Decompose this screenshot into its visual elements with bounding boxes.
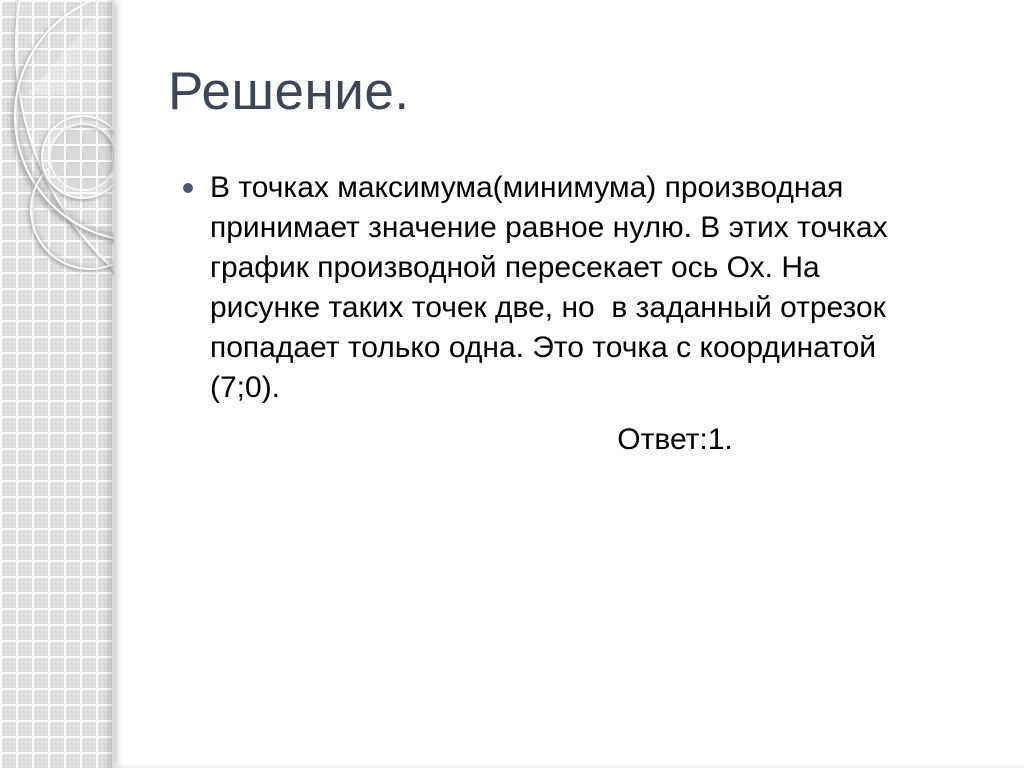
bullet-line: график производной пересекает ось Ох. На	[210, 251, 820, 284]
bullet-line: принимает значение равное нулю. В этих точках	[210, 211, 888, 244]
bullet-line: В точках максимума(минимума) производная	[210, 171, 844, 204]
bullet-icon	[183, 183, 193, 193]
bottom-edge-shade	[114, 764, 1024, 768]
slide-title: Решение.	[168, 62, 410, 121]
sidebar-decoration	[0, 0, 114, 768]
bullet-paragraph	[210, 168, 1010, 408]
bullet-line: (7;0).	[210, 371, 281, 404]
bullet-line: рисунке таких точек две, но в заданный отрезок	[210, 291, 886, 324]
bullet-line: попадает только одна. Это точка с координатой	[210, 331, 877, 364]
answer-text: Ответ:1.	[617, 423, 733, 456]
decorative-ring-inner	[49, 123, 114, 191]
